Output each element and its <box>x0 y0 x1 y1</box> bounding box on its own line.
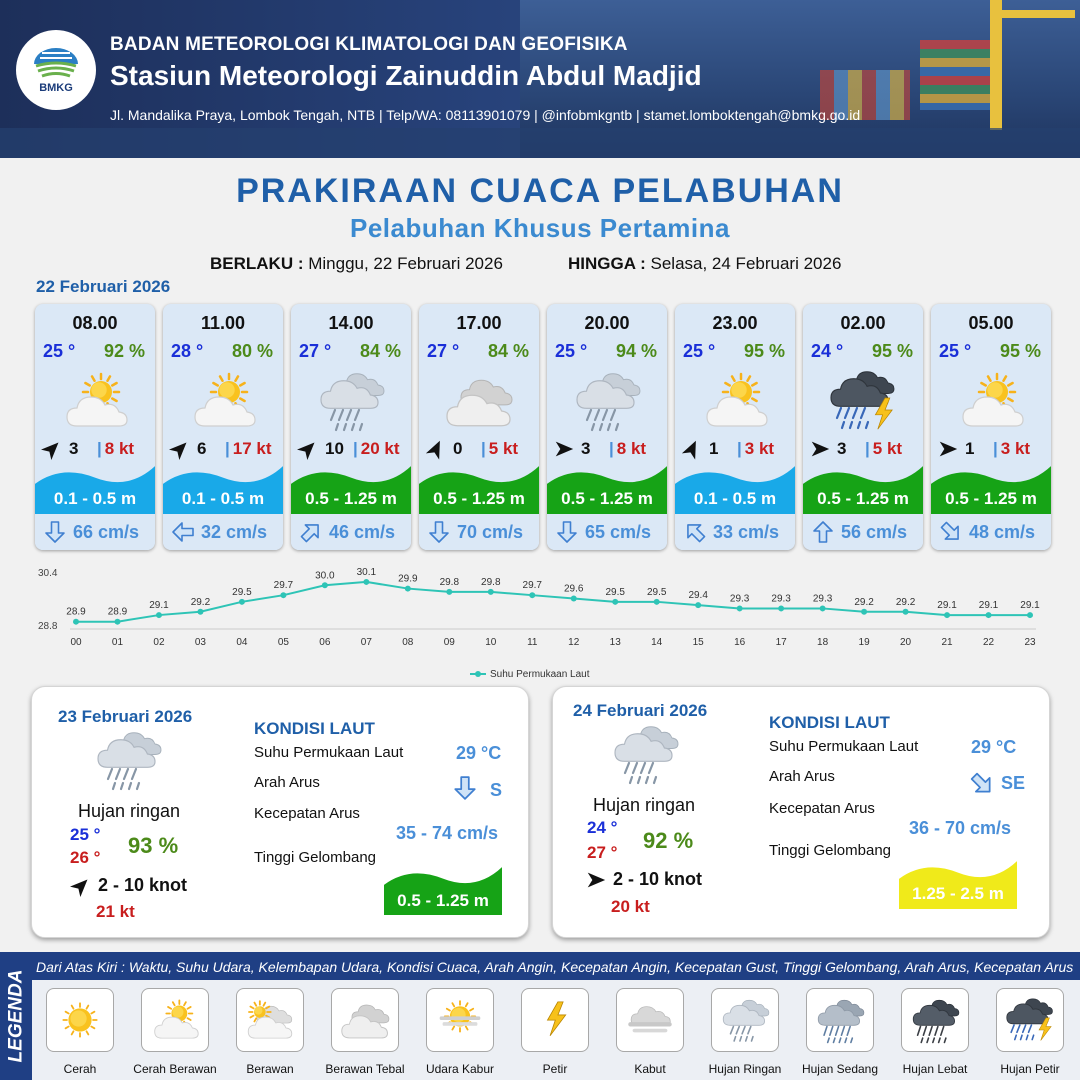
x-tick-label: 16 <box>734 637 746 648</box>
data-label: 30.1 <box>356 566 377 578</box>
day3-date: 24 Februari 2026 <box>573 701 708 720</box>
humidity: 80 % <box>231 341 273 361</box>
current-direction-icon <box>555 520 579 544</box>
legend-icon-box <box>711 988 779 1052</box>
air-temperature: 25 ° <box>939 341 972 361</box>
legend-icon-box <box>806 988 874 1052</box>
berawan-icon <box>241 993 299 1047</box>
x-tick-label: 18 <box>817 637 829 648</box>
x-tick-label: 11 <box>527 637 538 648</box>
day3-panel <box>552 686 1050 938</box>
data-label: 28.9 <box>107 606 128 618</box>
x-tick-label: 22 <box>982 637 995 648</box>
data-point <box>114 619 120 625</box>
current-direction-icon <box>811 520 835 544</box>
data-point <box>571 596 577 602</box>
gust-value: 8 kt <box>616 439 647 458</box>
legend-icon-box <box>141 988 209 1052</box>
humidity: 95 % <box>999 341 1041 361</box>
data-label: 29.5 <box>605 586 625 598</box>
data-label: 29.2 <box>895 596 916 608</box>
legend-item <box>130 988 220 1076</box>
legend-item-label: Cerah <box>63 1062 97 1076</box>
wind-speed: 3 <box>69 439 79 458</box>
gust-speed: | 17 kt <box>225 439 272 458</box>
sea-surface-temperature-chart <box>30 562 1050 686</box>
hujan-ringan-icon <box>567 366 647 432</box>
air-temperature: 27 ° <box>299 341 332 361</box>
current-row <box>291 514 411 550</box>
hujan-petir-icon <box>1001 993 1059 1047</box>
current-row <box>35 514 155 550</box>
legend-description: Dari Atas Kiri : Waktu, Suhu Udara, Kelembapan Udara, Kondisi Cuaca, Arah Angin, Kecepatan Angin, Kecepatan Gust, Tinggi Gelombang, Arah Arus, Kecepatan Arus <box>36 959 1074 975</box>
gust-speed: | 8 kt <box>609 439 647 458</box>
wind-speed: 1 <box>965 439 975 458</box>
current-row <box>803 514 923 550</box>
current-direction-icon <box>43 520 67 544</box>
series-line <box>76 582 1030 622</box>
wave-height: 0.5 - 1.25 m <box>433 489 525 508</box>
legend-item-label: Hujan Lebat <box>902 1062 968 1076</box>
data-label: 29.4 <box>688 590 708 602</box>
humidity: 94 % <box>615 341 657 361</box>
hourly-card <box>675 304 795 550</box>
sst-label: Suhu Permukaan Laut <box>769 738 919 755</box>
data-point <box>612 599 618 605</box>
data-point <box>737 605 743 611</box>
day2-sst: 29 °C <box>456 743 502 763</box>
day3-sst: 29 °C <box>971 737 1017 757</box>
legend-item-label: Hujan Petir <box>1000 1062 1060 1076</box>
x-tick-label: 07 <box>360 637 372 648</box>
x-tick-label: 12 <box>568 637 580 648</box>
data-point <box>280 592 286 598</box>
legend-item <box>605 988 695 1076</box>
hourly-card <box>931 304 1051 550</box>
wind-direction-icon <box>585 869 607 891</box>
current-direction-icon <box>427 520 451 544</box>
wave-height: 0.5 - 1.25 m <box>945 489 1037 508</box>
legend-item-label: Kabut <box>634 1062 666 1076</box>
bmkg-logo <box>16 30 96 110</box>
current-speed-label: Kecepatan Arus <box>769 800 875 817</box>
hujan-ringan-icon <box>311 366 391 432</box>
data-point <box>239 599 245 605</box>
legend-icon-box <box>901 988 969 1052</box>
legend-label: Suhu Permukaan Laut <box>490 669 590 680</box>
data-point <box>1027 612 1033 618</box>
current-direction-icon <box>939 520 963 544</box>
x-tick-label: 09 <box>443 637 455 648</box>
data-point <box>861 609 867 615</box>
petir-icon <box>526 993 584 1047</box>
data-label: 29.3 <box>812 593 833 605</box>
gust-value: 3 kt <box>744 439 775 458</box>
data-point <box>903 609 909 615</box>
legend-title: LEGENDA <box>5 969 26 1063</box>
gust-speed: | 3 kt <box>993 439 1031 458</box>
day3-temp-max: 27 ° <box>587 843 618 862</box>
data-label: 29.1 <box>149 600 169 612</box>
data-label: 29.1 <box>978 600 999 612</box>
x-tick-label: 03 <box>194 637 206 648</box>
day2-wave-height: 0.5 - 1.25 m <box>397 891 489 910</box>
forecast-time: 17.00 <box>456 313 502 333</box>
current-direction-label: Arah Arus <box>769 768 835 785</box>
day3-wind: 2 - 10 knot <box>613 869 703 889</box>
dock <box>0 128 1080 158</box>
data-label: 29.3 <box>729 593 750 605</box>
valid-to-label: HINGGA : <box>568 254 646 273</box>
current-row <box>931 514 1051 550</box>
humidity: 84 % <box>487 341 529 361</box>
data-label: 29.2 <box>854 596 874 608</box>
x-tick-label: 14 <box>651 637 663 648</box>
wind-direction-icon <box>553 438 575 460</box>
cerah-berawan-icon <box>55 366 135 432</box>
y-tick-label: 28.8 <box>38 621 58 632</box>
day2-panel <box>31 686 529 938</box>
udara-kabur-icon <box>431 993 489 1047</box>
current-row <box>163 514 283 550</box>
valid-from-label: BERLAKU : <box>210 254 304 273</box>
data-label: 29.7 <box>522 580 542 592</box>
forecast-time: 20.00 <box>584 313 630 333</box>
berawan-tebal-icon <box>439 366 519 432</box>
current-direction-icon <box>452 775 478 801</box>
legend-item-label: Hujan Sedang <box>801 1062 879 1076</box>
gust-speed: | 5 kt <box>481 439 519 458</box>
wind-direction-icon <box>297 438 319 460</box>
station-address: Jl. Mandalika Praya, Lombok Tengah, NTB | Telp/WA: 08113901079 | @infobmkgntb | stamet.lomboktengah@bmkg.go.id <box>110 107 861 123</box>
bmkg-emblem-icon <box>30 46 82 80</box>
hourly-card <box>547 304 667 550</box>
hujan-ringan-icon <box>605 719 685 789</box>
data-point <box>363 579 369 585</box>
container-stack <box>920 40 1000 110</box>
data-label: 29.7 <box>273 580 294 592</box>
air-temperature: 27 ° <box>427 341 460 361</box>
data-point <box>820 605 826 611</box>
page-title: PRAKIRAAN CUACA PELABUHAN <box>236 172 844 210</box>
berawan-tebal-icon <box>336 993 394 1047</box>
day3-gust: 20 kt <box>611 897 650 916</box>
x-tick-label: 02 <box>153 637 165 648</box>
gust-speed: | 3 kt <box>737 439 775 458</box>
gust-value: 5 kt <box>872 439 903 458</box>
wave-height-label: Tinggi Gelombang <box>254 849 377 866</box>
legend-item <box>35 988 125 1076</box>
legend-item <box>320 988 410 1076</box>
data-label: 29.5 <box>232 586 252 598</box>
legend-icon-box <box>521 988 589 1052</box>
x-tick-label: 01 <box>111 637 124 648</box>
current-row <box>419 514 539 550</box>
data-point <box>944 612 950 618</box>
data-point <box>446 589 452 595</box>
data-label: 29.5 <box>646 586 667 598</box>
legend-item-label: Petir <box>542 1062 568 1076</box>
day2-date: 23 Februari 2026 <box>58 707 193 726</box>
current-speed: 46 cm/s <box>329 522 396 542</box>
data-point <box>488 589 494 595</box>
data-label: 28.9 <box>66 606 86 618</box>
sst-label: Suhu Permukaan Laut <box>254 744 404 761</box>
day1-date: 22 Februari 2026 <box>36 277 171 296</box>
wave-height: 0.1 - 0.5 m <box>181 489 265 508</box>
legend-icon-list <box>32 980 1080 1080</box>
day3-temp-min: 24 ° <box>587 818 618 837</box>
crane <box>990 0 1002 130</box>
wind-direction-icon <box>937 438 959 460</box>
data-point <box>405 586 411 592</box>
legend-item-label: Berawan Tebal <box>325 1062 405 1076</box>
legend-item <box>510 988 600 1076</box>
kabut-icon <box>621 993 679 1047</box>
data-point <box>156 612 162 618</box>
humidity: 95 % <box>871 341 913 361</box>
wave-height: 0.5 - 1.25 m <box>561 489 653 508</box>
page-subtitle: Pelabuhan Khusus Pertamina <box>350 213 730 243</box>
current-row <box>675 514 795 550</box>
legend-side-label <box>0 952 32 1080</box>
x-tick-label: 17 <box>775 637 787 648</box>
legend-item-label: Hujan Ringan <box>708 1062 782 1076</box>
data-point <box>529 592 535 598</box>
hujan-ringan-icon <box>88 725 168 795</box>
legend-item <box>985 988 1075 1076</box>
x-tick-label: 15 <box>692 637 704 648</box>
data-label: 29.6 <box>564 583 584 595</box>
current-row <box>547 514 667 550</box>
wind-direction-icon <box>169 438 191 460</box>
legend <box>0 952 1080 1080</box>
wave-height: 0.5 - 1.25 m <box>305 489 397 508</box>
data-point <box>322 582 328 588</box>
data-label: 29.1 <box>937 600 957 612</box>
data-point <box>695 602 701 608</box>
hujan-petir-icon <box>823 366 903 432</box>
x-tick-label: 13 <box>609 637 621 648</box>
current-direction-icon <box>683 520 707 544</box>
wind-speed: 3 <box>837 439 847 458</box>
x-tick-label: 20 <box>900 637 912 648</box>
data-label: 29.1 <box>1020 600 1040 612</box>
air-temperature: 25 ° <box>683 341 716 361</box>
humidity: 95 % <box>743 341 785 361</box>
current-speed: 66 cm/s <box>73 522 140 542</box>
current-direction-label: Arah Arus <box>254 774 320 791</box>
x-tick-label: 19 <box>858 637 870 648</box>
data-point <box>73 619 79 625</box>
data-label: 29.8 <box>439 576 460 588</box>
forecast-time: 11.00 <box>200 313 246 333</box>
current-speed: 33 cm/s <box>713 522 780 542</box>
legend-icon-box <box>46 988 114 1052</box>
header-banner <box>0 0 1080 158</box>
legend-icon-box <box>236 988 304 1052</box>
air-temperature: 25 ° <box>555 341 588 361</box>
legend-icon-box <box>996 988 1064 1052</box>
valid-to-value: Selasa, 24 Februari 2026 <box>650 254 842 273</box>
wind-speed: 3 <box>581 439 591 458</box>
current-direction-icon <box>171 520 195 544</box>
gust-value: 5 kt <box>488 439 519 458</box>
wind-direction-icon <box>809 438 831 460</box>
logo-text: BMKG <box>39 82 73 94</box>
forecast-time: 14.00 <box>328 313 374 333</box>
legend-icon-box <box>426 988 494 1052</box>
humidity: 84 % <box>359 341 401 361</box>
day2-gust: 21 kt <box>96 902 135 921</box>
day3-current-direction: SE <box>1001 773 1026 793</box>
hujan-ringan-icon <box>716 993 774 1047</box>
x-tick-label: 05 <box>277 637 289 648</box>
wind-speed: 6 <box>197 439 207 458</box>
data-label: 29.8 <box>481 576 501 588</box>
station-name: Stasiun Meteorologi Zainuddin Abdul Madjid <box>110 60 702 91</box>
forecast-time: 05.00 <box>968 313 1014 333</box>
wind-direction-icon <box>70 875 92 897</box>
y-tick-label: 30.4 <box>38 568 58 579</box>
hourly-card <box>803 304 923 550</box>
hujan-sedang-icon <box>811 993 869 1047</box>
legend-item <box>890 988 980 1076</box>
gust-speed: | 20 kt <box>353 439 400 458</box>
wave-height: 0.1 - 0.5 m <box>53 489 137 508</box>
x-tick-label: 00 <box>70 637 82 648</box>
current-speed: 56 cm/s <box>841 522 908 542</box>
x-tick-label: 08 <box>402 637 414 648</box>
cerah-berawan-icon <box>183 366 263 432</box>
current-direction-icon <box>969 771 995 797</box>
data-label: 29.2 <box>190 596 211 608</box>
data-point <box>654 599 660 605</box>
day2-condition: Hujan ringan <box>78 801 181 821</box>
x-tick-label: 21 <box>941 637 953 648</box>
valid-from <box>210 254 503 274</box>
wind-direction-icon <box>681 438 703 460</box>
humidity: 92 % <box>103 341 145 361</box>
day3-current-speed: 36 - 70 cm/s <box>909 818 1012 838</box>
x-tick-label: 23 <box>1024 637 1036 648</box>
gust-value: 20 kt <box>360 439 400 458</box>
data-point <box>986 612 992 618</box>
x-tick-label: 06 <box>319 637 331 648</box>
legend-item-label: Cerah Berawan <box>133 1062 217 1076</box>
day2-current-speed: 35 - 74 cm/s <box>396 823 499 843</box>
day3-condition: Hujan ringan <box>593 795 696 815</box>
legend-item <box>795 988 885 1076</box>
wave-height: 0.5 - 1.25 m <box>817 489 909 508</box>
air-temperature: 24 ° <box>811 341 844 361</box>
valid-from-value: Minggu, 22 Februari 2026 <box>308 254 503 273</box>
data-label: 30.0 <box>315 570 335 582</box>
x-tick-label: 10 <box>485 637 497 648</box>
current-speed: 70 cm/s <box>457 522 524 542</box>
forecast-time: 23.00 <box>712 313 758 333</box>
crane <box>995 10 1075 18</box>
current-speed-label: Kecepatan Arus <box>254 805 360 822</box>
wave-height: 0.1 - 0.5 m <box>693 489 777 508</box>
hourly-card <box>163 304 283 550</box>
legend-item <box>700 988 790 1076</box>
air-temperature: 25 ° <box>43 341 76 361</box>
data-label: 29.9 <box>398 573 418 585</box>
wind-direction-icon <box>425 438 447 460</box>
cerah-berawan-icon <box>695 366 775 432</box>
cerah-berawan-icon <box>146 993 204 1047</box>
day3-humidity: 92 % <box>643 828 694 853</box>
legend-icon-box <box>331 988 399 1052</box>
data-label: 29.3 <box>771 593 791 605</box>
x-tick-label: 04 <box>236 637 248 648</box>
forecast-time: 08.00 <box>72 313 118 333</box>
hourly-card <box>35 304 155 550</box>
wind-speed: 10 <box>325 439 344 458</box>
sea-condition-heading: KONDISI LAUT <box>769 713 890 732</box>
day2-temp-max: 26 ° <box>70 848 101 867</box>
gust-value: 3 kt <box>1000 439 1031 458</box>
data-point <box>778 605 784 611</box>
forecast-time: 02.00 <box>840 313 886 333</box>
legend-item-label: Udara Kabur <box>425 1062 495 1076</box>
gust-value: 17 kt <box>232 439 272 458</box>
current-speed: 48 cm/s <box>969 522 1036 542</box>
wave-height-label: Tinggi Gelombang <box>769 842 892 859</box>
day2-wind: 2 - 10 knot <box>98 875 188 895</box>
day3-wave-height: 1.25 - 2.5 m <box>912 884 1004 903</box>
legend-item-label: Berawan <box>246 1062 294 1076</box>
current-speed: 65 cm/s <box>585 522 652 542</box>
current-speed: 32 cm/s <box>201 522 268 542</box>
wind-speed: 0 <box>453 439 463 458</box>
valid-to <box>568 254 841 274</box>
wind-speed: 1 <box>709 439 719 458</box>
legend-swatch-dot <box>475 671 481 677</box>
air-temperature: 28 ° <box>171 341 204 361</box>
gust-speed: | 5 kt <box>865 439 903 458</box>
cerah-icon <box>51 993 109 1047</box>
agency-name: BADAN METEOROLOGI KLIMATOLOGI DAN GEOFISIKA <box>110 34 628 55</box>
day2-current-direction: S <box>490 780 503 800</box>
cerah-berawan-icon <box>951 366 1031 432</box>
gust-value: 8 kt <box>104 439 135 458</box>
hujan-lebat-icon <box>906 993 964 1047</box>
hourly-card <box>419 304 539 550</box>
wind-direction-icon <box>41 438 63 460</box>
data-point <box>197 609 203 615</box>
legend-item <box>225 988 315 1076</box>
legend-item <box>415 988 505 1076</box>
legend-icon-box <box>616 988 684 1052</box>
current-direction-icon <box>299 520 323 544</box>
gust-speed: | 8 kt <box>97 439 135 458</box>
sea-condition-heading: KONDISI LAUT <box>254 719 375 738</box>
hourly-card <box>291 304 411 550</box>
day2-humidity: 93 % <box>128 833 179 858</box>
day2-temp-min: 25 ° <box>70 825 101 844</box>
